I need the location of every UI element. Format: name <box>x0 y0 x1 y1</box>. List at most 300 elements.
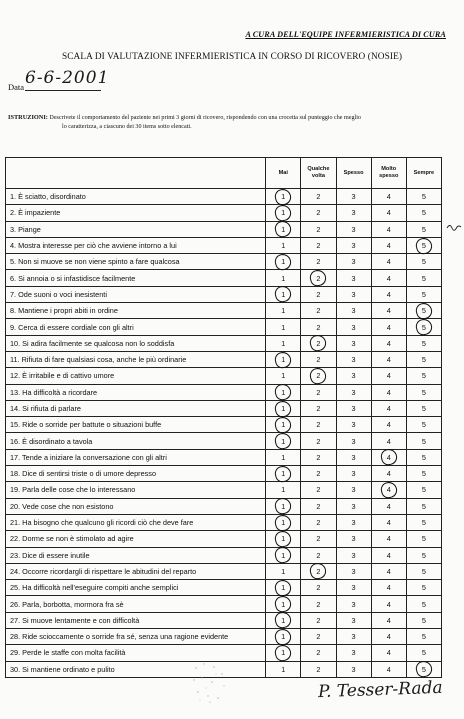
score-cell[interactable] <box>371 482 406 498</box>
score-cell[interactable] <box>406 645 441 661</box>
score-cell[interactable] <box>336 335 371 351</box>
column-header-qualche-volta: Qualche volta <box>301 158 336 189</box>
table-row <box>6 221 442 237</box>
score-cell[interactable] <box>266 514 301 530</box>
score-cell[interactable] <box>406 563 441 579</box>
score-cell[interactable] <box>266 270 301 286</box>
score-cell[interactable] <box>336 368 371 384</box>
score-value: 2 <box>316 338 321 348</box>
score-value: 3 <box>351 355 356 365</box>
score-cell[interactable] <box>371 417 406 433</box>
item-text: 21. Ha bisogno che qualcuno gli ricordi ciò che deve fare <box>6 514 266 530</box>
score-cell[interactable] <box>336 205 371 221</box>
score-cell[interactable] <box>371 466 406 482</box>
score-cell[interactable] <box>371 254 406 270</box>
score-value: 2 <box>316 648 321 658</box>
score-cell[interactable] <box>336 629 371 645</box>
item-text: 1. È sciatto, disordinato <box>6 189 266 205</box>
score-cell[interactable] <box>371 351 406 367</box>
score-cell[interactable] <box>336 254 371 270</box>
score-value: 3 <box>351 387 356 397</box>
score-value: 1 <box>281 306 286 316</box>
score-value: 4 <box>386 452 391 462</box>
score-value: 3 <box>351 566 356 576</box>
score-cell[interactable] <box>371 514 406 530</box>
score-cell[interactable] <box>266 580 301 596</box>
score-cell[interactable] <box>371 563 406 579</box>
score-cell[interactable] <box>336 563 371 579</box>
score-cell[interactable] <box>371 433 406 449</box>
score-cell[interactable] <box>336 384 371 400</box>
score-value: 5 <box>421 566 426 576</box>
score-cell[interactable] <box>301 466 336 482</box>
score-cell[interactable] <box>301 498 336 514</box>
table-row <box>6 368 442 384</box>
score-cell[interactable] <box>406 400 441 416</box>
score-value: 3 <box>351 615 356 625</box>
table-row <box>6 596 442 612</box>
score-cell[interactable] <box>336 221 371 237</box>
table-row <box>6 286 442 302</box>
item-text: 17. Tende a iniziare la conversazione con gli altri <box>6 449 266 465</box>
score-value: 5 <box>421 599 426 609</box>
score-value: 1 <box>281 322 286 332</box>
score-value: 4 <box>386 583 391 593</box>
score-value: 2 <box>316 518 321 528</box>
score-cell[interactable] <box>406 514 441 530</box>
score-cell[interactable] <box>266 254 301 270</box>
score-cell[interactable] <box>336 449 371 465</box>
score-value: 4 <box>386 436 391 446</box>
score-cell[interactable] <box>301 319 336 335</box>
score-cell[interactable] <box>266 319 301 335</box>
score-cell[interactable] <box>336 433 371 449</box>
score-cell[interactable] <box>371 237 406 253</box>
score-cell[interactable] <box>336 596 371 612</box>
score-cell[interactable] <box>266 498 301 514</box>
score-cell[interactable] <box>266 335 301 351</box>
item-text: 15. Ride o sorride per battute o situazioni buffe <box>6 417 266 433</box>
score-cell[interactable] <box>371 400 406 416</box>
score-cell[interactable] <box>336 417 371 433</box>
score-value: 5 <box>421 664 426 674</box>
item-text: 29. Perde le staffe con molta facilità <box>6 645 266 661</box>
score-cell[interactable] <box>301 449 336 465</box>
score-cell[interactable] <box>266 596 301 612</box>
score-cell[interactable] <box>301 351 336 367</box>
score-cell[interactable] <box>266 531 301 547</box>
score-cell[interactable] <box>266 221 301 237</box>
table-row <box>6 580 442 596</box>
score-value: 2 <box>316 371 321 381</box>
score-value: 5 <box>421 355 426 365</box>
score-cell[interactable] <box>336 319 371 335</box>
score-cell[interactable] <box>336 466 371 482</box>
score-cell[interactable] <box>371 645 406 661</box>
item-text: 9. Cerca di essere cordiale con gli altri <box>6 319 266 335</box>
score-cell[interactable] <box>406 629 441 645</box>
score-cell[interactable] <box>371 319 406 335</box>
score-cell[interactable] <box>406 270 441 286</box>
score-cell[interactable] <box>371 384 406 400</box>
score-value: 5 <box>421 436 426 446</box>
score-cell[interactable] <box>336 189 371 205</box>
score-value: 3 <box>351 289 356 299</box>
score-value: 4 <box>386 550 391 560</box>
score-cell[interactable] <box>266 205 301 221</box>
score-cell[interactable] <box>301 563 336 579</box>
score-cell[interactable] <box>336 514 371 530</box>
score-cell[interactable] <box>266 449 301 465</box>
score-cell[interactable] <box>406 221 441 237</box>
score-value: 5 <box>421 550 426 560</box>
score-value: 3 <box>351 208 356 218</box>
score-cell[interactable] <box>336 645 371 661</box>
table-row <box>6 547 442 563</box>
score-cell[interactable] <box>406 498 441 514</box>
score-value: 5 <box>421 452 426 462</box>
score-cell[interactable] <box>266 351 301 367</box>
score-cell[interactable] <box>301 596 336 612</box>
table-row <box>6 303 442 319</box>
score-value: 4 <box>386 371 391 381</box>
score-cell[interactable] <box>406 303 441 319</box>
table-row <box>6 417 442 433</box>
score-cell[interactable] <box>406 368 441 384</box>
score-cell[interactable] <box>266 482 301 498</box>
score-value: 1 <box>281 469 286 479</box>
score-value: 4 <box>386 664 391 674</box>
score-value: 2 <box>316 241 321 251</box>
score-value: 4 <box>386 224 391 234</box>
score-cell[interactable] <box>371 286 406 302</box>
table-row <box>6 612 442 628</box>
score-cell[interactable] <box>301 514 336 530</box>
score-cell[interactable] <box>301 661 336 677</box>
score-cell[interactable] <box>266 645 301 661</box>
score-cell[interactable] <box>266 661 301 677</box>
instructions <box>8 113 446 132</box>
score-value: 3 <box>351 599 356 609</box>
score-value: 1 <box>281 257 286 267</box>
table-header-row <box>6 158 442 189</box>
score-value: 4 <box>386 501 391 511</box>
score-cell[interactable] <box>301 237 336 253</box>
nurse-signature: P. Tesser-Rada <box>317 677 443 703</box>
score-cell[interactable] <box>301 482 336 498</box>
score-value: 1 <box>281 664 286 674</box>
score-value: 2 <box>316 273 321 283</box>
score-value: 1 <box>281 550 286 560</box>
score-cell[interactable] <box>301 270 336 286</box>
score-cell[interactable] <box>301 531 336 547</box>
score-cell[interactable] <box>336 661 371 677</box>
score-cell[interactable] <box>406 254 441 270</box>
score-cell[interactable] <box>336 612 371 628</box>
score-cell[interactable] <box>371 221 406 237</box>
score-cell[interactable] <box>301 189 336 205</box>
nosie-rating-table <box>5 157 442 678</box>
score-cell[interactable] <box>301 547 336 563</box>
score-value: 5 <box>421 289 426 299</box>
score-cell[interactable] <box>371 368 406 384</box>
item-text: 10. Si adira facilmente se qualcosa non lo soddisfa <box>6 335 266 351</box>
score-cell[interactable] <box>371 596 406 612</box>
score-value: 1 <box>281 404 286 413</box>
score-cell[interactable] <box>266 466 301 482</box>
table-row <box>6 351 442 367</box>
score-value: 4 <box>386 338 391 348</box>
item-text: 20. Vede cose che non esistono <box>6 498 266 514</box>
score-cell[interactable] <box>266 417 301 433</box>
score-cell[interactable] <box>336 400 371 416</box>
score-value: 3 <box>351 501 356 511</box>
score-value: 1 <box>281 420 286 430</box>
item-text: 19. Parla delle cose che lo interessano <box>6 482 266 498</box>
score-cell[interactable] <box>301 433 336 449</box>
score-value: 5 <box>421 306 426 316</box>
score-value: 2 <box>316 355 321 365</box>
score-value: 5 <box>421 518 426 528</box>
score-value: 4 <box>386 566 391 576</box>
score-value: 3 <box>351 485 356 495</box>
score-cell[interactable] <box>301 384 336 400</box>
score-cell[interactable] <box>301 303 336 319</box>
score-value: 3 <box>351 518 356 528</box>
item-text: 2. È impaziente <box>6 205 266 221</box>
score-value: 3 <box>351 241 356 251</box>
score-cell[interactable] <box>336 270 371 286</box>
score-cell[interactable] <box>406 319 441 335</box>
score-value: 4 <box>386 273 391 283</box>
score-value: 3 <box>351 306 356 316</box>
score-value: 1 <box>281 452 286 462</box>
score-value: 1 <box>281 566 286 576</box>
item-text: 5. Non si muove se non viene spinto a fare qualcosa <box>6 254 266 270</box>
score-cell[interactable] <box>406 433 441 449</box>
table-row <box>6 531 442 547</box>
score-value: 2 <box>316 469 321 479</box>
score-cell[interactable] <box>406 596 441 612</box>
table-row <box>6 254 442 270</box>
score-value: 4 <box>386 208 391 218</box>
score-value: 1 <box>281 192 286 202</box>
score-cell[interactable] <box>266 629 301 645</box>
score-cell[interactable] <box>266 547 301 563</box>
score-value: 5 <box>421 387 426 397</box>
score-value: 1 <box>281 583 286 593</box>
score-cell[interactable] <box>406 466 441 482</box>
score-cell[interactable] <box>336 531 371 547</box>
score-value: 3 <box>351 583 356 593</box>
score-cell[interactable] <box>371 580 406 596</box>
score-cell[interactable] <box>336 351 371 367</box>
column-header-molto-spesso: Molto spesso <box>371 158 406 189</box>
score-cell[interactable] <box>371 612 406 628</box>
score-value: 4 <box>386 518 391 528</box>
score-value: 4 <box>386 289 391 299</box>
score-value: 5 <box>421 273 426 283</box>
score-cell[interactable] <box>266 286 301 302</box>
score-value: 5 <box>421 632 426 642</box>
score-cell[interactable] <box>301 629 336 645</box>
score-cell[interactable] <box>406 189 441 205</box>
column-header-sempre: Sempre <box>406 158 441 189</box>
score-value: 3 <box>351 452 356 462</box>
score-value: 2 <box>316 632 321 642</box>
score-cell[interactable] <box>406 547 441 563</box>
item-text: 30. Si mantiene ordinato e pulito <box>6 661 266 677</box>
table-row <box>6 482 442 498</box>
score-cell[interactable] <box>371 629 406 645</box>
score-cell[interactable] <box>301 335 336 351</box>
score-cell[interactable] <box>406 286 441 302</box>
instructions-label: ISTRUZIONI: <box>8 114 48 121</box>
score-cell[interactable] <box>301 400 336 416</box>
score-cell[interactable] <box>266 563 301 579</box>
score-cell[interactable] <box>266 612 301 628</box>
score-value: 3 <box>351 224 356 234</box>
instructions-line-2: lo caratterizza, a ciascuno dei 30 items sotto elencati. <box>62 124 192 130</box>
score-cell[interactable] <box>371 547 406 563</box>
score-value: 5 <box>421 208 426 218</box>
score-value: 4 <box>386 257 391 267</box>
score-cell[interactable] <box>301 580 336 596</box>
score-cell[interactable] <box>336 580 371 596</box>
score-value: 5 <box>421 615 426 625</box>
table-row <box>6 237 442 253</box>
score-cell[interactable] <box>301 417 336 433</box>
score-cell[interactable] <box>371 189 406 205</box>
score-cell[interactable] <box>266 400 301 416</box>
score-cell[interactable] <box>371 335 406 351</box>
score-cell[interactable] <box>336 547 371 563</box>
score-cell[interactable] <box>336 303 371 319</box>
score-value: 4 <box>386 648 391 658</box>
score-cell[interactable] <box>406 661 441 677</box>
score-value: 4 <box>386 241 391 251</box>
item-text: 13. Ha difficoltà a ricordare <box>6 384 266 400</box>
score-value: 1 <box>281 208 286 218</box>
handwritten-mark-icon <box>446 222 462 232</box>
score-cell[interactable] <box>301 221 336 237</box>
score-value: 1 <box>281 289 286 299</box>
score-cell[interactable] <box>406 335 441 351</box>
score-value: 1 <box>281 371 286 381</box>
score-cell[interactable] <box>371 303 406 319</box>
score-value: 2 <box>316 583 321 593</box>
score-cell[interactable] <box>371 270 406 286</box>
score-value: 2 <box>316 436 321 446</box>
score-value: 3 <box>351 632 356 642</box>
score-cell[interactable] <box>301 286 336 302</box>
score-cell[interactable] <box>301 368 336 384</box>
score-value: 2 <box>316 387 321 397</box>
score-value: 1 <box>281 632 286 642</box>
score-cell[interactable] <box>301 205 336 221</box>
score-value: 2 <box>316 224 321 234</box>
item-text: 28. Ride scioccamente o sorride fra sé, senza una ragione evidente <box>6 629 266 645</box>
score-value: 2 <box>316 485 321 495</box>
score-cell[interactable] <box>406 580 441 596</box>
item-text: 14. Si rifiuta di parlare <box>6 400 266 416</box>
table-row <box>6 400 442 416</box>
item-text: 7. Ode suoni o voci inesistenti <box>6 286 266 302</box>
score-cell[interactable] <box>406 612 441 628</box>
score-cell[interactable] <box>406 482 441 498</box>
table-row <box>6 270 442 286</box>
score-cell[interactable] <box>371 498 406 514</box>
score-value: 3 <box>351 371 356 381</box>
item-text: 4. Mostra interesse per ciò che avviene intorno a lui <box>6 237 266 253</box>
score-cell[interactable] <box>301 612 336 628</box>
score-value: 2 <box>316 420 321 430</box>
score-cell[interactable] <box>406 417 441 433</box>
score-value: 4 <box>386 469 391 479</box>
score-cell[interactable] <box>371 531 406 547</box>
score-value: 3 <box>351 273 356 283</box>
score-cell[interactable] <box>406 384 441 400</box>
score-cell[interactable] <box>371 661 406 677</box>
score-value: 5 <box>421 485 426 495</box>
score-value: 5 <box>421 371 426 381</box>
score-cell[interactable] <box>336 286 371 302</box>
score-cell[interactable] <box>266 368 301 384</box>
score-value: 2 <box>316 452 321 462</box>
score-cell[interactable] <box>406 237 441 253</box>
score-cell[interactable] <box>336 237 371 253</box>
score-value: 2 <box>316 306 321 316</box>
score-cell[interactable] <box>301 254 336 270</box>
score-value: 1 <box>281 355 286 365</box>
score-cell[interactable] <box>406 351 441 367</box>
table-row <box>6 514 442 530</box>
score-value: 4 <box>386 306 391 316</box>
score-cell[interactable] <box>371 205 406 221</box>
table-row <box>6 498 442 514</box>
score-value: 4 <box>386 192 391 202</box>
score-value: 1 <box>281 436 286 446</box>
score-value: 5 <box>421 469 426 479</box>
document-title: SCALA DI VALUTAZIONE INFERMIERISTICA IN CORSO DI RICOVERO (NOSIE) <box>61 52 403 62</box>
score-cell[interactable] <box>371 449 406 465</box>
score-cell[interactable] <box>266 384 301 400</box>
score-cell[interactable] <box>266 189 301 205</box>
table-row <box>6 319 442 335</box>
instructions-line-1: Descrivete il comportamento del paziente nei primi 3 giorni di ricovero, rispondendo con una crocetta sul punteggio che meglio <box>49 115 361 121</box>
item-text: 8. Mantiene i propri abiti in ordine <box>6 303 266 319</box>
score-value: 4 <box>386 485 391 495</box>
score-cell[interactable] <box>266 433 301 449</box>
score-value: 1 <box>281 648 286 658</box>
table-row <box>6 449 442 465</box>
score-cell[interactable] <box>266 303 301 319</box>
score-cell[interactable] <box>406 205 441 221</box>
score-value: 2 <box>316 192 321 202</box>
score-cell[interactable] <box>406 531 441 547</box>
score-cell[interactable] <box>301 645 336 661</box>
score-value: 4 <box>386 322 391 332</box>
score-value: 3 <box>351 404 356 413</box>
score-cell[interactable] <box>336 482 371 498</box>
score-cell[interactable] <box>266 237 301 253</box>
score-cell[interactable] <box>336 498 371 514</box>
date-label: Data <box>8 82 25 92</box>
score-value: 1 <box>281 615 286 625</box>
score-value: 2 <box>316 615 321 625</box>
score-value: 2 <box>316 566 321 576</box>
score-cell[interactable] <box>406 449 441 465</box>
